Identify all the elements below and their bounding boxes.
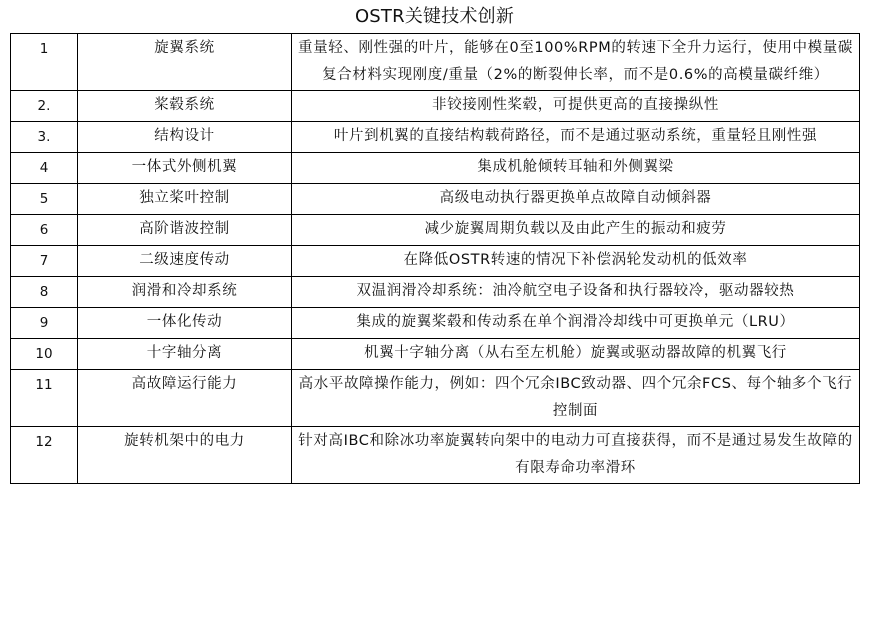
technology-description: 叶片到机翼的直接结构载荷路径，而不是通过驱动系统，重量轻且刚性强 <box>292 122 860 153</box>
row-number: 8 <box>11 277 78 308</box>
technology-description: 双温润滑冷却系统：油冷航空电子设备和执行器较冷，驱动器较热 <box>292 277 860 308</box>
table-row <box>11 153 860 184</box>
technology-description: 非铰接刚性桨毂，可提供更高的直接操纵性 <box>292 91 860 122</box>
table-row <box>11 246 860 277</box>
technology-name: 二级速度传动 <box>78 246 292 277</box>
row-number: 7 <box>11 246 78 277</box>
technology-name: 一体式外侧机翼 <box>78 153 292 184</box>
table-row <box>11 277 860 308</box>
technology-description: 高水平故障操作能力，例如：四个冗余IBC致动器、四个冗余FCS、每个轴多个飞行控制面 <box>292 370 860 427</box>
table-row <box>11 34 860 91</box>
technology-name: 高故障运行能力 <box>78 370 292 427</box>
row-number: 1 <box>11 34 78 91</box>
technology-name: 桨毂系统 <box>78 91 292 122</box>
technology-description: 减少旋翼周期负载以及由此产生的振动和疲劳 <box>292 215 860 246</box>
row-number: 10 <box>11 339 78 370</box>
technology-name: 高阶谐波控制 <box>78 215 292 246</box>
table-row <box>11 339 860 370</box>
technology-name: 旋翼系统 <box>78 34 292 91</box>
table-title: OSTR关键技术创新 <box>354 6 515 27</box>
row-number: 3. <box>11 122 78 153</box>
row-number: 5 <box>11 184 78 215</box>
row-number: 9 <box>11 308 78 339</box>
row-number: 6 <box>11 215 78 246</box>
technology-description: 集成的旋翼桨毂和传动系在单个润滑冷却线中可更换单元（LRU） <box>292 308 860 339</box>
technology-description: 机翼十字轴分离（从右至左机舱）旋翼或驱动器故障的机翼飞行 <box>292 339 860 370</box>
technology-name: 润滑和冷却系统 <box>78 277 292 308</box>
table-row <box>11 122 860 153</box>
technology-description: 针对高IBC和除冰功率旋翼转向架中的电动力可直接获得，而不是通过易发生故障的有限寿命功率滑环 <box>292 427 860 484</box>
table-row <box>11 91 860 122</box>
table-row <box>11 427 860 484</box>
technology-name: 一体化传动 <box>78 308 292 339</box>
technology-description: 集成机舱倾转耳轴和外侧翼梁 <box>292 153 860 184</box>
table-row <box>11 370 860 427</box>
technology-name: 结构设计 <box>78 122 292 153</box>
row-number: 4 <box>11 153 78 184</box>
table-row <box>11 184 860 215</box>
row-number: 11 <box>11 370 78 427</box>
technology-name: 十字轴分离 <box>78 339 292 370</box>
technology-description: 重量轻、刚性强的叶片，能够在0至100%RPM的转速下全升力运行，使用中模量碳复合材料实现刚度/重量（2%的断裂伸长率，而不是0.6%的高模量碳纤维） <box>292 34 860 91</box>
technology-name: 独立桨叶控制 <box>78 184 292 215</box>
row-number: 12 <box>11 427 78 484</box>
technology-name: 旋转机架中的电力 <box>78 427 292 484</box>
row-number: 2. <box>11 91 78 122</box>
technology-description: 在降低OSTR转速的情况下补偿涡轮发动机的低效率 <box>292 246 860 277</box>
table-row <box>11 215 860 246</box>
table-row <box>11 308 860 339</box>
innovation-table <box>10 33 860 484</box>
technology-description: 高级电动执行器更换单点故障自动倾斜器 <box>292 184 860 215</box>
